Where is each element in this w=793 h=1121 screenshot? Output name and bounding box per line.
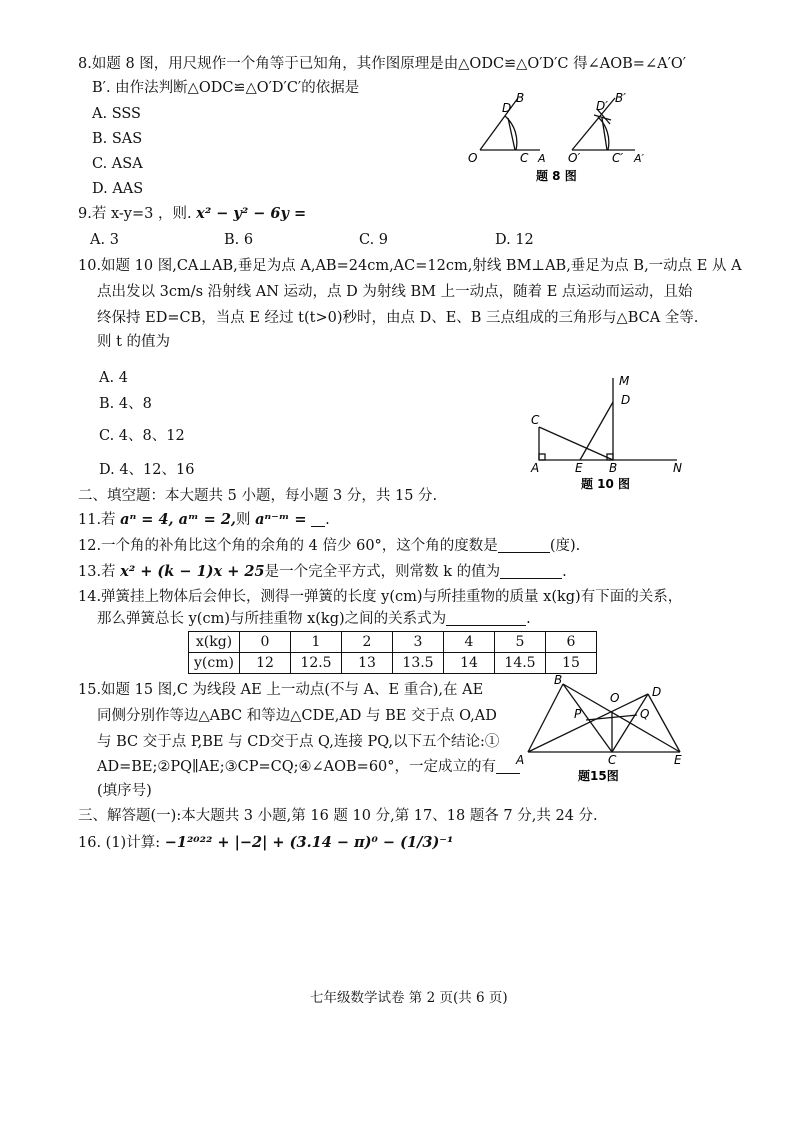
q15-figure bbox=[508, 672, 693, 784]
q10-line2: 点出发以 3cm/s 沿射线 AN 运动，点 D 为射线 BM 上一动点，随着 E 点运动而运动，且始 bbox=[97, 284, 693, 300]
q10-figure bbox=[525, 372, 695, 492]
q9-option-c: C. 9 bbox=[359, 232, 389, 248]
fig8-label-o2: O′ bbox=[568, 151, 581, 165]
q12 bbox=[78, 536, 580, 556]
fig10-label-e: E bbox=[575, 461, 583, 475]
fig8-label-a2: A′ bbox=[634, 152, 645, 165]
table-row bbox=[189, 653, 597, 674]
q10-option-d: D. 4、12、16 bbox=[99, 462, 195, 478]
q11-prefix: 11.若 bbox=[78, 512, 116, 528]
q9-option-a: A. 3 bbox=[90, 232, 119, 248]
q13-answer-blank[interactable] bbox=[500, 562, 562, 579]
q13-text: 是一个完全平方式，则常数 k 的值为 bbox=[264, 564, 501, 580]
fig15-label-a: A bbox=[516, 753, 525, 767]
fig15-label-b: B bbox=[554, 673, 563, 687]
fig10-caption: 题 10 图 bbox=[581, 477, 631, 491]
q12-text: 12.一个角的补角比这个角的余角的 4 倍少 60°，这个角的度数是 bbox=[78, 538, 498, 554]
q16-prefix: 16. (1)计算: bbox=[78, 835, 161, 851]
q9-option-d: D. 12 bbox=[495, 232, 534, 248]
q10-option-b: B. 4、8 bbox=[99, 396, 152, 412]
q8-line1: 8.如题 8 图，用尺规作一个角等于已知角，其作图原理是由△ODC≌△O′D′C 得∠AOB=∠A′O′ bbox=[78, 56, 687, 72]
q15-line2: 同侧分别作等边△ABC 和等边△CDE,AD 与 BE 交于点 O,AD bbox=[97, 708, 497, 724]
fig8-label-c2: C′ bbox=[612, 151, 624, 165]
fig15-label-c: C bbox=[608, 753, 617, 767]
q10-line1: 10.如题 10 图,CA⊥AB,垂足为点 A,AB=24cm,AC=12cm,射线 BM⊥AB,垂足为点 B,一动点 E 从 A bbox=[78, 258, 742, 274]
q14-answer-blank[interactable] bbox=[446, 609, 526, 626]
fig15-label-p: P bbox=[574, 707, 582, 721]
q15-line3: 与 BC 交于点 P,BE 与 CD交于点 Q,连接 PQ,以下五个结论:① bbox=[97, 734, 500, 750]
table-header-x: x(kg) bbox=[189, 632, 240, 653]
table-cell: 14.5 bbox=[495, 653, 546, 674]
q13-expression: x² + (k − 1)x + 25 bbox=[120, 563, 265, 580]
q15-line4-text: AD=BE;②PQ∥AE;③CP=CQ;④∠AOB=60°，一定成立的有 bbox=[97, 759, 497, 775]
fig15-caption: 题15图 bbox=[578, 769, 619, 783]
fig8-caption: 题 8 图 bbox=[536, 169, 577, 183]
table-cell: 6 bbox=[546, 632, 597, 653]
q11-answer-blank[interactable] bbox=[311, 510, 325, 527]
table-cell: 3 bbox=[393, 632, 444, 653]
table-row bbox=[189, 632, 597, 653]
q15-line4 bbox=[97, 757, 520, 777]
fig8-label-b2: B′ bbox=[615, 91, 626, 105]
q13-suffix: . bbox=[562, 564, 567, 580]
q10-option-c: C. 4、8、12 bbox=[99, 428, 185, 444]
q16-expression: −1²⁰²² + |−2| + (3.14 − π)⁰ − (1/3)⁻¹ bbox=[164, 834, 454, 851]
q8-line2: B′. 由作法判断△ODC≌△O′D′C′的依据是 bbox=[92, 80, 360, 96]
q10-option-a: A. 4 bbox=[99, 370, 128, 386]
fig8-label-d: D bbox=[502, 101, 512, 115]
q8-option-d: D. AAS bbox=[92, 181, 144, 197]
page-footer: 七年级数学试卷 第 2 页(共 6 页) bbox=[310, 990, 508, 1006]
table-cell: 12 bbox=[240, 653, 291, 674]
q8-option-a: A. SSS bbox=[92, 106, 141, 122]
q8-option-b: B. SAS bbox=[92, 131, 143, 147]
q8-figure bbox=[460, 90, 660, 185]
table-cell: 4 bbox=[444, 632, 495, 653]
q16 bbox=[78, 833, 453, 853]
table-header-y: y(cm) bbox=[189, 653, 240, 674]
q14-line2 bbox=[97, 609, 531, 629]
table-cell: 13 bbox=[342, 653, 393, 674]
fig8-label-b: B bbox=[516, 91, 525, 105]
fig15-label-d: D bbox=[652, 685, 662, 699]
q13-prefix: 13.若 bbox=[78, 564, 116, 580]
fig8-label-a: A bbox=[538, 152, 546, 165]
fig8-label-o: O bbox=[468, 151, 478, 165]
q12-suffix: (度). bbox=[549, 538, 581, 554]
q14-suffix: . bbox=[526, 611, 531, 627]
q11 bbox=[78, 510, 330, 530]
q11-expression: aⁿ = 4, aᵐ = 2, bbox=[120, 511, 236, 528]
q8-option-c: C. ASA bbox=[92, 156, 143, 172]
q9-stem bbox=[78, 204, 306, 224]
fig10-label-m: M bbox=[619, 374, 630, 388]
fig8-label-d2: D′ bbox=[596, 99, 608, 113]
table-cell: 5 bbox=[495, 632, 546, 653]
fig10-label-c: C bbox=[531, 413, 540, 427]
fig10-label-n: N bbox=[673, 461, 682, 475]
q15-line5: (填序号) bbox=[97, 783, 152, 799]
fig15-label-q: Q bbox=[640, 707, 650, 721]
q10-line4: 则 t 的值为 bbox=[97, 334, 171, 350]
q11-expression2: aⁿ⁻ᵐ = bbox=[255, 511, 307, 528]
table-cell: 1 bbox=[291, 632, 342, 653]
section3-heading: 三、解答题(一):本大题共 3 小题,第 16 题 10 分,第 17、18 题各 7 分,共 24 分. bbox=[78, 808, 598, 824]
table-cell: 0 bbox=[240, 632, 291, 653]
fig15-label-o: O bbox=[610, 691, 620, 705]
q10-line3: 终保持 ED=CB，当点 E 经过 t(t>0)秒时，由点 D、E、B 三点组成的三角形与△BCA 全等. bbox=[97, 310, 699, 326]
section2-heading: 二、填空题：本大题共 5 小题，每小题 3 分，共 15 分. bbox=[78, 488, 438, 504]
q9-prefix: 9.若 x-y=3 ，则. bbox=[78, 206, 192, 222]
q13 bbox=[78, 562, 567, 582]
table-cell: 12.5 bbox=[291, 653, 342, 674]
fig10-label-a: A bbox=[531, 461, 540, 475]
table-cell: 14 bbox=[444, 653, 495, 674]
fig8-label-c: C bbox=[520, 151, 529, 165]
q11-mid: 则 bbox=[235, 512, 251, 528]
q14-line2-text: 那么弹簧总长 y(cm)与所挂重物 x(kg)之间的关系式为 bbox=[97, 611, 447, 627]
table-cell: 15 bbox=[546, 653, 597, 674]
q11-suffix: . bbox=[325, 512, 330, 528]
table-cell: 13.5 bbox=[393, 653, 444, 674]
q14-line1: 14.弹簧挂上物体后会伸长，测得一弹簧的长度 y(cm)与所挂重物的质量 x(kg)有下面的关系， bbox=[78, 589, 683, 605]
fig10-label-b: B bbox=[609, 461, 618, 475]
table-cell: 2 bbox=[342, 632, 393, 653]
q15-line1: 15.如题 15 图,C 为线段 AE 上一动点(不与 A、E 重合),在 AE bbox=[78, 682, 484, 698]
q9-option-b: B. 6 bbox=[224, 232, 254, 248]
fig15-label-e: E bbox=[674, 753, 682, 767]
q9-expression: x² − y² − 6y = bbox=[196, 205, 307, 222]
q14-table bbox=[188, 631, 597, 674]
fig10-label-d: D bbox=[621, 393, 631, 407]
q12-answer-blank[interactable] bbox=[498, 536, 550, 553]
